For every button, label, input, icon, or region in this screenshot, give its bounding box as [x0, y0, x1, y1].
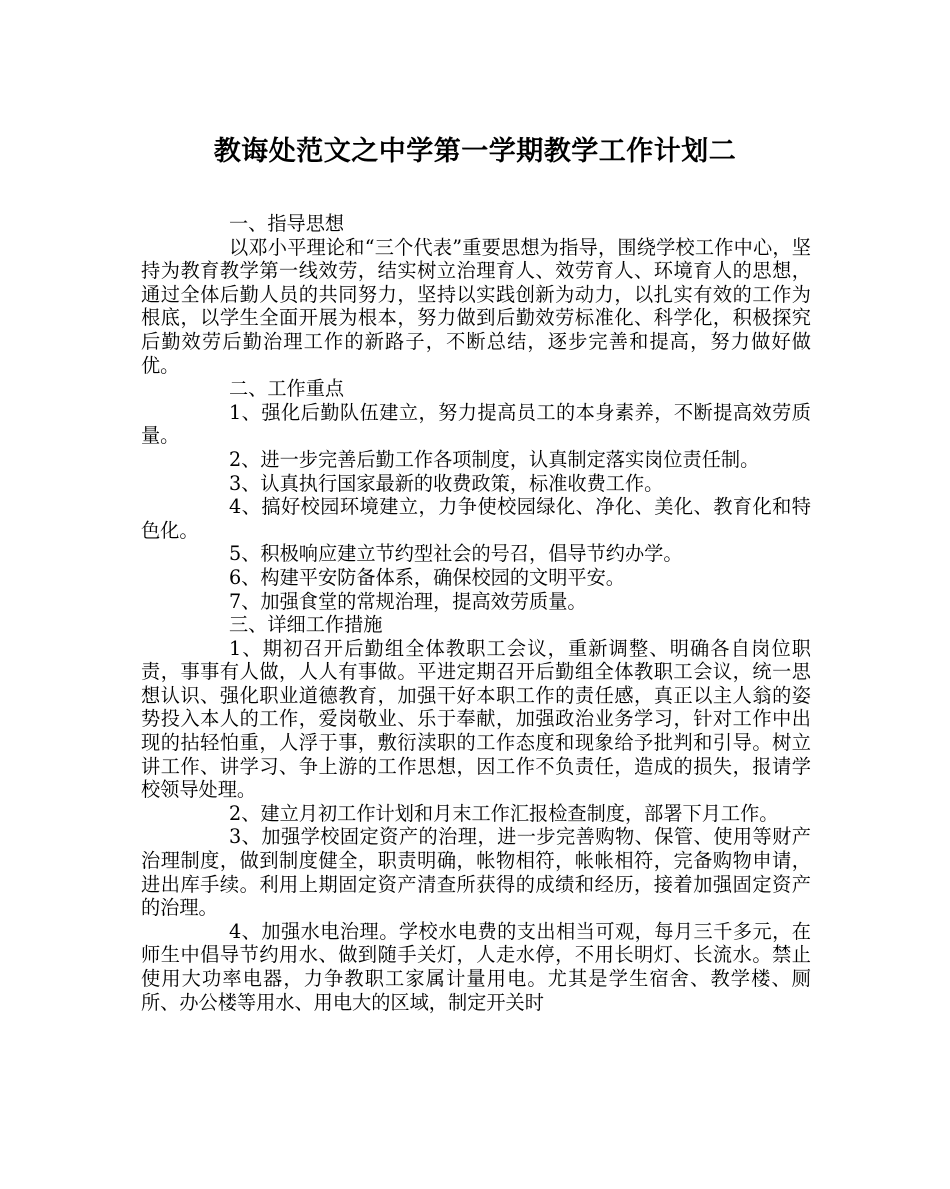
document-title: 教诲处范文之中学第一学期教学工作计划二 — [213, 136, 737, 167]
heading-guiding-thought: 一、指导思想 — [229, 212, 345, 235]
measure-item-1: 1、期初召开后勤组全体教职工会议，重新调整、明确各自岗位职责，事事有人做，人人有事做。平进定期召开后勤组全体教职工会议，统一思想认识、强化职业道德教育，加强干好本职工作的责任感，真正以主人翁的姿势投入本人的工作，爱岗敬业、乐于奉献，加强政治业务学习，针对工作中出现的拈轻怕重，人浮于事，敷衍渎职的工作态度和现象给予批判和引导。树立讲工作、讲学习、争上游的工作思想，因工作不负责任，造成的损失，报请学校领导处理。 — [141, 636, 811, 802]
focus-item-7: 7、加强食堂的常规治理，提高效劳质量。 — [229, 589, 587, 613]
focus-item-1: 1、强化后勤队伍建立，努力提高员工的本身素养，不断提高效劳质量。 — [141, 400, 811, 448]
measure-item-2: 2、建立月初工作计划和月末工作汇报检查制度，部署下月工作。 — [229, 801, 779, 825]
focus-item-2: 2、进一步完善后勤工作各项制度，认真制定落实岗位责任制。 — [229, 447, 760, 471]
measure-item-4: 4、加强水电治理。学校水电费的支出相当可观，每月三千多元，在师生中倡导节约用水、做到随手关灯，人走水停，不用长明灯、长流水。禁止使用大功率电器，力争教职工家属计量用电。尤其是学生宿舍、教学楼、厕所、办公楼等用水、用电大的区域，制定开关时 — [141, 919, 811, 1014]
focus-item-4: 4、搞好校园环境建立，力争使校园绿化、净化、美化、教育化和特色化。 — [141, 495, 811, 542]
document-body — [141, 212, 811, 1014]
heading-detailed-measures: 三、详细工作措施 — [229, 613, 383, 637]
focus-item-6: 6、构建平安防备体系，确保校园的文明平安。 — [229, 565, 625, 589]
focus-item-5: 5、积极响应建立节约型社会的号召，倡导节约办学。 — [229, 542, 683, 566]
heading-work-focus: 二、工作重点 — [229, 377, 345, 401]
measure-item-3: 3、加强学校固定资产的治理，进一步完善购物、保管、使用等财产治理制度，做到制度健全，职责明确，帐物相符，帐帐相符，完备购物申请，进出库手续。利用上期固定资产清查所获得的成绩和经历，接着加强固定资产的治理。 — [141, 825, 811, 920]
focus-item-3: 3、认真执行国家最新的收费政策，标准收费工作。 — [229, 471, 664, 495]
paragraph-guiding-thought: 以邓小平理论和“三个代表”重要思想为指导，围绕学校工作中心，坚持为教育教学第一线效劳，结实树立治理育人、效劳育人、环境育人的思想，通过全体后勤人员的共同努力，坚持以实践创新为动力，以扎实有效的工作为根底，以学生全面开展为根本，努力做到后勤效劳标准化、科学化，积极探究后勤效劳后勤治理工作的新路子，不断总结，逐步完善和提高，努力做好做优。 — [141, 235, 811, 377]
